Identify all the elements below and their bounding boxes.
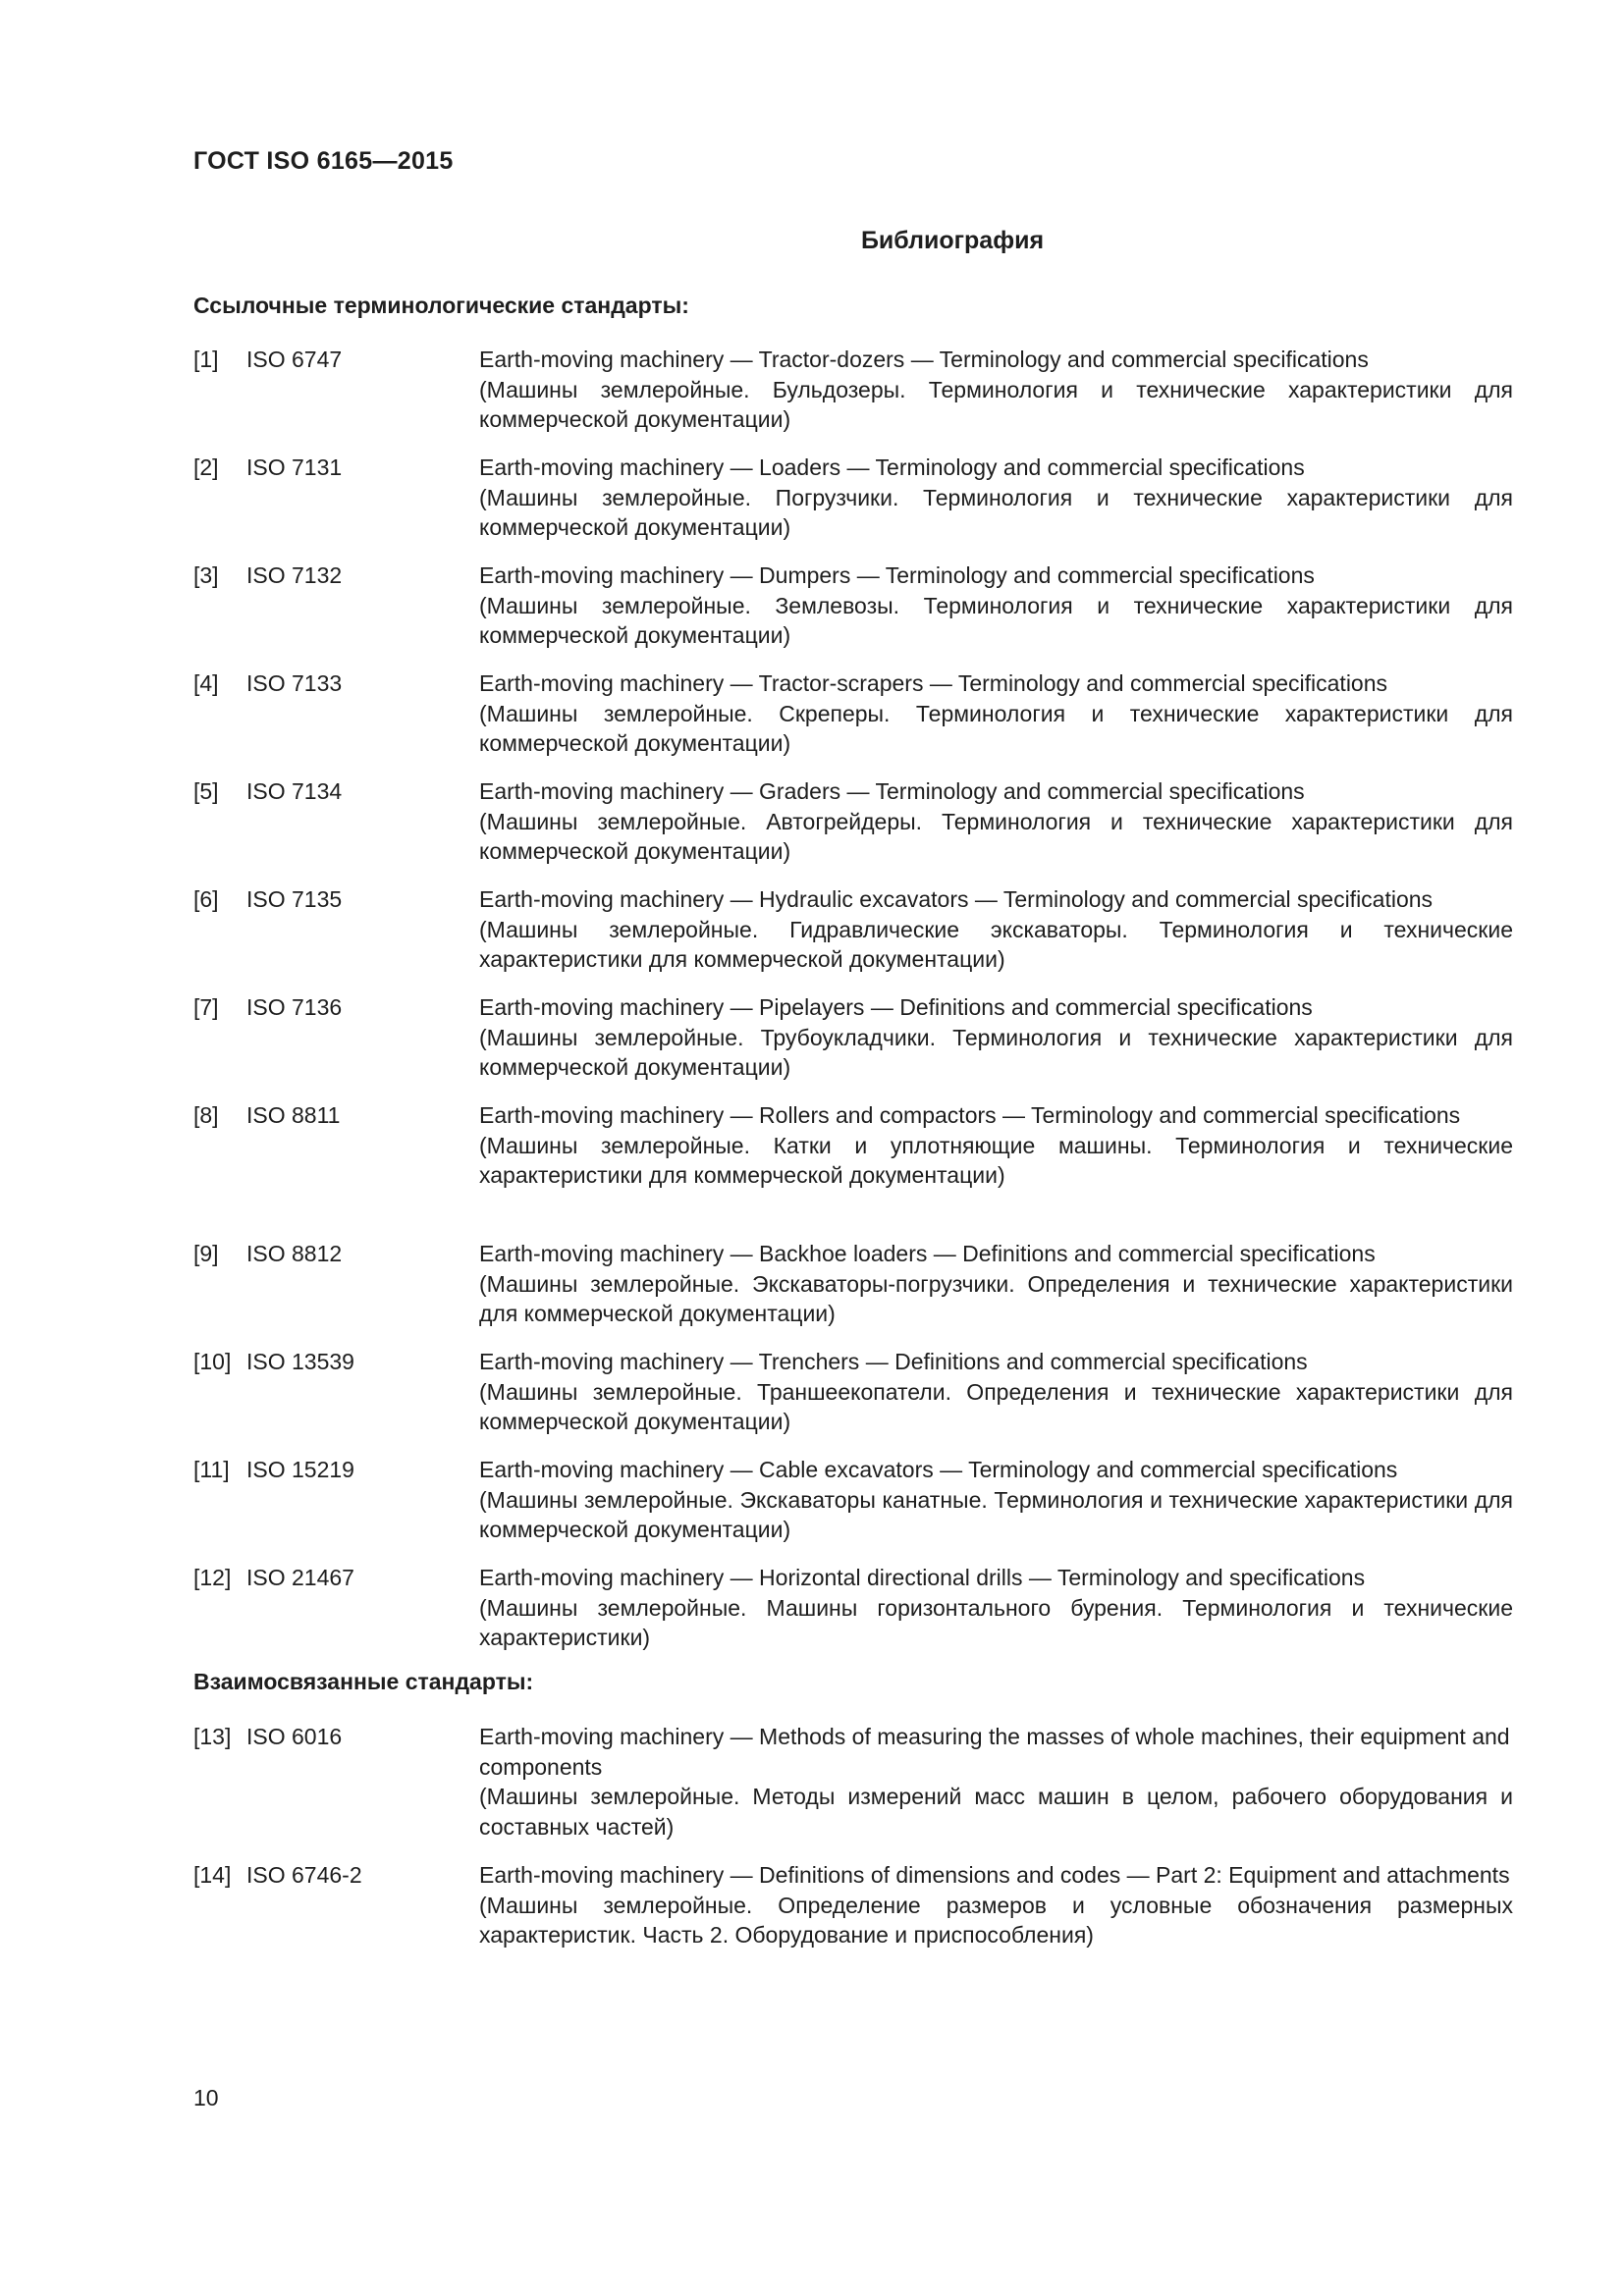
reference-entry xyxy=(193,668,1513,776)
reference-entry xyxy=(193,1563,1513,1671)
reference-title: Earth-moving machinery — Methods of measuring the masses of whole machines, their equipment and components xyxy=(479,1724,1510,1780)
reference-translation: (Машины землеройные. Погрузчики. Терминология и технические характеристики для коммерческой документации) xyxy=(479,484,1513,540)
standard-id: ISO 7133 xyxy=(246,670,343,696)
page-number: 10 xyxy=(193,2085,219,2110)
reference-entry xyxy=(193,1100,1513,1239)
standard-id: ISO 6746-2 xyxy=(246,1862,362,1888)
reference-entry xyxy=(193,992,1513,1100)
reference-number: [11] xyxy=(193,1457,230,1482)
reference-title: Earth-moving machinery — Tractor-dozers — Terminology and commercial specifications xyxy=(479,347,1369,372)
reference-number: [4] xyxy=(193,670,219,696)
reference-translation: (Машины землеройные. Трубоукладчики. Терминология и технические характеристики для коммерческой документации) xyxy=(479,1024,1513,1080)
reference-translation: (Машины землеройные. Машины горизонтального бурения. Терминология и технические характеристики) xyxy=(479,1594,1513,1650)
reference-translation: (Машины землеройные. Бульдозеры. Терминология и технические характеристики для коммерческой документации) xyxy=(479,376,1513,432)
standard-id: ISO 7134 xyxy=(246,778,343,804)
document-code-header: ГОСТ ISO 6165—2015 xyxy=(193,147,454,175)
bibliography-title: Библиография xyxy=(860,227,1045,254)
standard-id: ISO 13539 xyxy=(246,1349,354,1374)
reference-list-terminology xyxy=(193,345,1513,1671)
standard-id: ISO 8812 xyxy=(246,1241,343,1266)
reference-number: [7] xyxy=(193,994,219,1020)
standard-id: ISO 15219 xyxy=(246,1457,354,1482)
section-heading-related: Взаимосвязанные стандарты: xyxy=(193,1669,534,1694)
reference-translation: (Машины землеройные. Автогрейдеры. Терминология и технические характеристики для коммерческой документации) xyxy=(479,808,1513,864)
reference-title: Earth-moving machinery — Definitions of dimensions and codes — Part 2: Equipment and attachments xyxy=(479,1862,1510,1888)
reference-number: [13] xyxy=(193,1724,232,1749)
reference-title: Earth-moving machinery — Hydraulic excavators — Terminology and commercial specifications xyxy=(479,886,1434,912)
reference-entry xyxy=(193,453,1513,561)
reference-translation: (Машины землеройные. Определение размеров и условные обозначения размерных характеристик. Часть 2. Оборудование и приспособления) xyxy=(479,1892,1513,1948)
reference-title: Earth-moving machinery — Dumpers — Terminology and commercial specifications xyxy=(479,562,1315,588)
reference-translation: (Машины землеройные. Землевозы. Терминология и технические характеристики для коммерческой документации) xyxy=(479,592,1513,648)
reference-title: Earth-moving machinery — Rollers and compactors — Terminology and commercial specifications xyxy=(479,1102,1461,1128)
reference-title: Earth-moving machinery — Loaders — Terminology and commercial specifications xyxy=(479,454,1305,480)
reference-entry xyxy=(193,884,1513,992)
standard-id: ISO 7135 xyxy=(246,886,343,912)
reference-translation: (Машины землеройные. Траншеекопатели. Определения и технические характеристики для коммерческой документации) xyxy=(479,1378,1513,1434)
reference-entry xyxy=(193,1860,1513,1999)
reference-translation: (Машины землеройные. Гидравлические экскаваторы. Терминология и технические характеристики для коммерческой документации) xyxy=(479,916,1513,972)
reference-number: [2] xyxy=(193,454,219,480)
standard-id: ISO 21467 xyxy=(246,1565,354,1590)
reference-number: [5] xyxy=(193,778,219,804)
reference-entry xyxy=(193,776,1513,884)
reference-title: Earth-moving machinery — Backhoe loaders — Definitions and commercial specifications xyxy=(479,1241,1376,1266)
reference-title: Earth-moving machinery — Pipelayers — Definitions and commercial specifications xyxy=(479,994,1313,1020)
reference-number: [14] xyxy=(193,1862,232,1888)
standard-id: ISO 7131 xyxy=(246,454,343,480)
reference-number: [9] xyxy=(193,1241,219,1266)
reference-number: [1] xyxy=(193,347,219,372)
standard-id: ISO 6016 xyxy=(246,1724,343,1749)
reference-number: [12] xyxy=(193,1565,232,1590)
reference-translation: (Машины землеройные. Экскаваторы канатные. Терминология и технические характеристики для коммерческой документации) xyxy=(479,1486,1513,1542)
reference-title: Earth-moving machinery — Horizontal directional drills — Terminology and specifications xyxy=(479,1565,1366,1590)
reference-number: [3] xyxy=(193,562,219,588)
reference-entry xyxy=(193,1239,1513,1347)
reference-list-related xyxy=(193,1722,1513,1999)
reference-translation: (Машины землеройные. Методы измерений масс машин в целом, рабочего оборудования и составных частей) xyxy=(479,1784,1513,1840)
section-heading-terminology: Ссылочные терминологические стандарты: xyxy=(193,293,689,318)
reference-title: Earth-moving machinery — Cable excavators — Terminology and commercial specifications xyxy=(479,1457,1398,1482)
reference-translation: (Машины землеройные. Катки и уплотняющие машины. Терминология и технические характеристики для коммерческой документации) xyxy=(479,1132,1513,1188)
reference-number: [6] xyxy=(193,886,219,912)
standard-id: ISO 8811 xyxy=(246,1102,341,1128)
reference-entry xyxy=(193,1722,1513,1860)
standard-id: ISO 7136 xyxy=(246,994,343,1020)
reference-entry xyxy=(193,1347,1513,1455)
reference-entry xyxy=(193,345,1513,453)
standard-id: ISO 7132 xyxy=(246,562,343,588)
reference-translation: (Машины землеройные. Экскаваторы-погрузчики. Определения и технические характеристики для коммерческой документации) xyxy=(479,1270,1513,1326)
reference-title: Earth-moving machinery — Tractor-scrapers — Terminology and commercial specifications xyxy=(479,670,1388,696)
standard-id: ISO 6747 xyxy=(246,347,343,372)
reference-title: Earth-moving machinery — Trenchers — Definitions and commercial specifications xyxy=(479,1349,1308,1374)
reference-entry xyxy=(193,561,1513,668)
reference-translation: (Машины землеройные. Скреперы. Терминология и технические характеристики для коммерческой документации) xyxy=(479,700,1513,756)
reference-number: [8] xyxy=(193,1102,219,1128)
reference-title: Earth-moving machinery — Graders — Terminology and commercial specifications xyxy=(479,778,1305,804)
reference-number: [10] xyxy=(193,1349,232,1374)
reference-entry xyxy=(193,1455,1513,1563)
